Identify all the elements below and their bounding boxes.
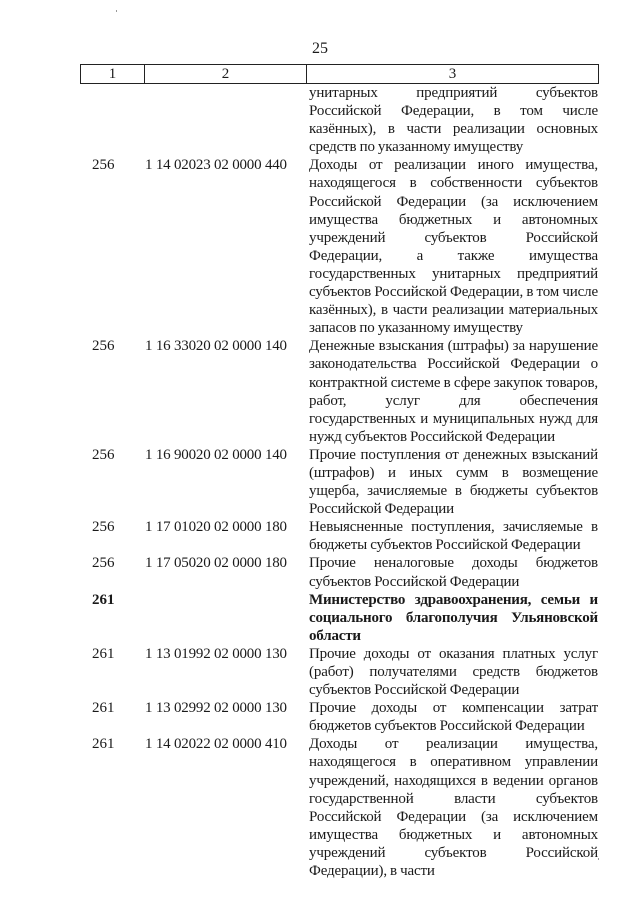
row-description: Прочие неналоговые доходы бюджетов субъектов Российской Федерации (309, 555, 598, 590)
row-description: унитарных предприятий субъектов Российской Федерации, в том числе казённых), в части реализации основных средств по указанному имуществу (309, 85, 598, 156)
header-col-2: 2 (145, 65, 307, 83)
table-row (80, 735, 600, 880)
admin-code: 261 (92, 645, 115, 662)
revenue-code: 1 14 02022 02 0000 410 (145, 736, 287, 753)
scan-speck (598, 858, 599, 860)
revenue-code: 1 17 05020 02 0000 180 (145, 555, 287, 572)
admin-code: 256 (92, 446, 115, 463)
table-row (80, 337, 600, 446)
table-row (80, 84, 600, 156)
revenue-code: 1 17 01020 02 0000 180 (145, 519, 287, 536)
table-row-ministry-heading (80, 591, 600, 645)
row-description: Прочие доходы от компенсации затрат бюджетов субъектов Российской Федерации (309, 700, 598, 735)
table-row (80, 645, 600, 699)
revenue-code: 1 16 90020 02 0000 140 (145, 446, 287, 463)
table-row (80, 554, 600, 590)
admin-code: 256 (92, 338, 115, 355)
revenue-code (144, 84, 309, 156)
admin-code: 256 (92, 519, 115, 536)
admin-code (80, 84, 144, 156)
row-description: Денежные взыскания (штрафы) за нарушение законодательства Российской Федерации о контрактной системе в сфере закупок товаров, работ, услуг для обеспечения государственных и муниципальных нужд для нужд субъектов Российской Федерации (309, 338, 598, 445)
header-col-1: 1 (81, 65, 145, 83)
ministry-name: Министерство здравоохранения, семьи и социального благополучия Ульяновской области (309, 591, 598, 644)
revenue-code (144, 591, 309, 645)
row-description: Невыясненные поступления, зачисляемые в бюджеты субъектов Российской Федерации (309, 519, 598, 554)
revenue-code: 1 14 02023 02 0000 440 (145, 157, 287, 174)
admin-code: 261 (92, 736, 115, 753)
table-row (80, 518, 600, 554)
revenue-code: 1 13 02992 02 0000 130 (145, 700, 287, 717)
table-body (80, 84, 600, 880)
row-description: Прочие поступления от денежных взысканий (штрафов) и иных сумм в возмещение ущерба, зачисляемые в бюджеты субъектов Российской Федерации (309, 446, 598, 518)
header-col-3: 3 (448, 66, 457, 82)
admin-code: 256 (92, 157, 115, 174)
table-row (80, 156, 600, 337)
table-row (80, 446, 600, 518)
revenue-code: 1 16 33020 02 0000 140 (145, 338, 287, 355)
page-number: 25 (312, 40, 328, 57)
row-description: Доходы от реализации имущества, находящегося в оперативном управлении учреждений, находящихся в ведении органов государственной власти субъектов Российской Федерации (за исключением имущества бюджетных и автономных учреждений субъектов Российской Федерации), в части (309, 736, 598, 880)
admin-code: 256 (92, 555, 115, 572)
scan-speck (116, 10, 117, 12)
revenue-code: 1 13 01992 02 0000 130 (145, 645, 287, 662)
admin-code: 261 (92, 700, 115, 717)
table-row (80, 699, 600, 735)
row-description: Доходы от реализации иного имущества, находящегося в собственности субъектов Российской Федерации (за исключением имущества бюджетных и автономных учреждений субъектов Российской Федерации, а также имущества государственных унитарных предприятий субъектов Российской Федерации, в том числе казённых), в части реализации материальных запасов по указанному имуществу (309, 157, 598, 337)
table-header (80, 64, 599, 84)
admin-code: 261 (92, 591, 115, 608)
row-description: Прочие доходы от оказания платных услуг (работ) получателями средств бюджетов субъектов Российской Федерации (309, 645, 598, 699)
